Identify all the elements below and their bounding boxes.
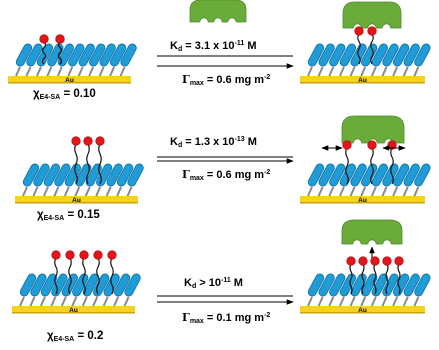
stalk [414, 297, 418, 306]
stalk [79, 67, 83, 76]
chi-label-row-1: $\chi_{E4-SA} = 0.10$ [33, 88, 96, 101]
gamma-label-row-1: $\Gamma_{max} = 0.6$ mg $m^{-2}$ [182, 73, 271, 87]
stalk [114, 297, 118, 306]
stalk [308, 297, 312, 306]
stalk [125, 297, 129, 306]
ligand-ball [96, 137, 105, 146]
ligand-ball [347, 257, 356, 266]
stalk [41, 297, 45, 306]
ligand-ball [395, 257, 404, 266]
stalk [372, 297, 376, 306]
stalk [16, 67, 20, 76]
ligand-ball [52, 251, 61, 260]
ligand-ball [66, 251, 75, 260]
stalk [96, 187, 100, 196]
stalk [393, 297, 397, 306]
chi-label-row-3: $\chi_{E4-SA} = 0.2$ [47, 330, 104, 343]
stalk [329, 187, 333, 196]
stalk [340, 187, 344, 196]
stalk [361, 67, 365, 76]
ligand-ball [371, 257, 380, 266]
stalk [319, 187, 323, 196]
protein-body [342, 220, 402, 244]
stalk [75, 187, 79, 196]
stalk [68, 67, 72, 76]
stalk [30, 297, 34, 306]
sam-surface-icon [300, 43, 432, 84]
protein-icon [343, 2, 401, 28]
stalk [65, 187, 69, 196]
stalk [83, 297, 87, 306]
stalk [54, 187, 58, 196]
ligand-ball [343, 141, 352, 150]
ligand-ball [40, 35, 49, 44]
kd-label-row-1: $K_d = 3.1$ x $10^{-11}$ M [170, 40, 257, 53]
ligand-ball [355, 27, 364, 36]
gamma-label-row-3: $\Gamma_{max} = 0.1$ mg $m^{-2}$ [182, 311, 271, 325]
au-label: Au [358, 307, 367, 314]
stalk [351, 67, 355, 76]
stalk [319, 297, 323, 306]
stalk [351, 297, 355, 306]
ligand-ball [84, 137, 93, 146]
kd-label-row-3: $K_d > 10^{-11}$ M [184, 277, 243, 290]
stalk [404, 187, 408, 196]
stalk [107, 187, 111, 196]
sam-surface-icon [300, 163, 432, 204]
au-label: Au [65, 77, 74, 84]
stalk [319, 67, 323, 76]
ligand-ball [383, 257, 392, 266]
chi-label-row-2: $\chi_{E4-SA} = 0.15$ [37, 209, 100, 222]
stalk [340, 67, 344, 76]
protein-body [343, 2, 401, 28]
sam-surface-icon [15, 163, 145, 204]
ligand-ball [72, 137, 81, 146]
stalk [308, 187, 312, 196]
stalk [51, 297, 55, 306]
sam-surface-icon [12, 273, 142, 314]
stalk [393, 187, 397, 196]
sam-surface-icon [8, 43, 138, 84]
stalk [382, 297, 386, 306]
au-label: Au [358, 197, 367, 204]
stalk [26, 67, 30, 76]
stalk [361, 297, 365, 306]
ligand-ball [359, 257, 368, 266]
stalk [393, 67, 397, 76]
gamma-label-row-2: $\Gamma_{max} = 0.6$ mg $m^{-2}$ [182, 168, 271, 182]
ligand-ball [368, 27, 377, 36]
stalk [329, 67, 333, 76]
stalk [372, 187, 376, 196]
stalk [340, 297, 344, 306]
stalk [58, 67, 62, 76]
stalk [382, 187, 386, 196]
stalk [86, 187, 90, 196]
stalk [62, 297, 66, 306]
stalk [404, 297, 408, 306]
stalk [414, 67, 418, 76]
stalk [110, 67, 114, 76]
stalk [372, 67, 376, 76]
stalk [308, 67, 312, 76]
stalk [382, 67, 386, 76]
stalk [104, 297, 108, 306]
au-label: Au [358, 77, 367, 84]
stalk [33, 187, 37, 196]
stalk [44, 187, 48, 196]
au-label: Au [69, 307, 78, 314]
ligand-ball [56, 35, 65, 44]
au-label: Au [72, 197, 81, 204]
stalk [121, 67, 125, 76]
stalk [100, 67, 104, 76]
kd-label-row-2: $K_d = 1.3$ x $10^{-13}$ M [170, 136, 257, 149]
stalk [89, 67, 93, 76]
protein-icon [342, 220, 402, 244]
ligand-ball [108, 251, 117, 260]
ligand-ball [368, 141, 377, 150]
protein-icon [342, 116, 404, 143]
protein-body [342, 116, 404, 143]
stalk [47, 67, 51, 76]
stalk [404, 67, 408, 76]
sam-surface-icon [300, 273, 432, 314]
stalk [351, 187, 355, 196]
stalk [93, 297, 97, 306]
protein-body [190, 0, 246, 22]
stalk [72, 297, 76, 306]
stalk [329, 297, 333, 306]
ligand-ball [94, 251, 103, 260]
stalk [414, 187, 418, 196]
stalk [23, 187, 27, 196]
stalk [37, 67, 41, 76]
stalk [117, 187, 121, 196]
protein-icon [190, 0, 246, 22]
stalk [128, 187, 132, 196]
stalk [20, 297, 24, 306]
ligand-ball [80, 251, 89, 260]
stalk [361, 187, 365, 196]
